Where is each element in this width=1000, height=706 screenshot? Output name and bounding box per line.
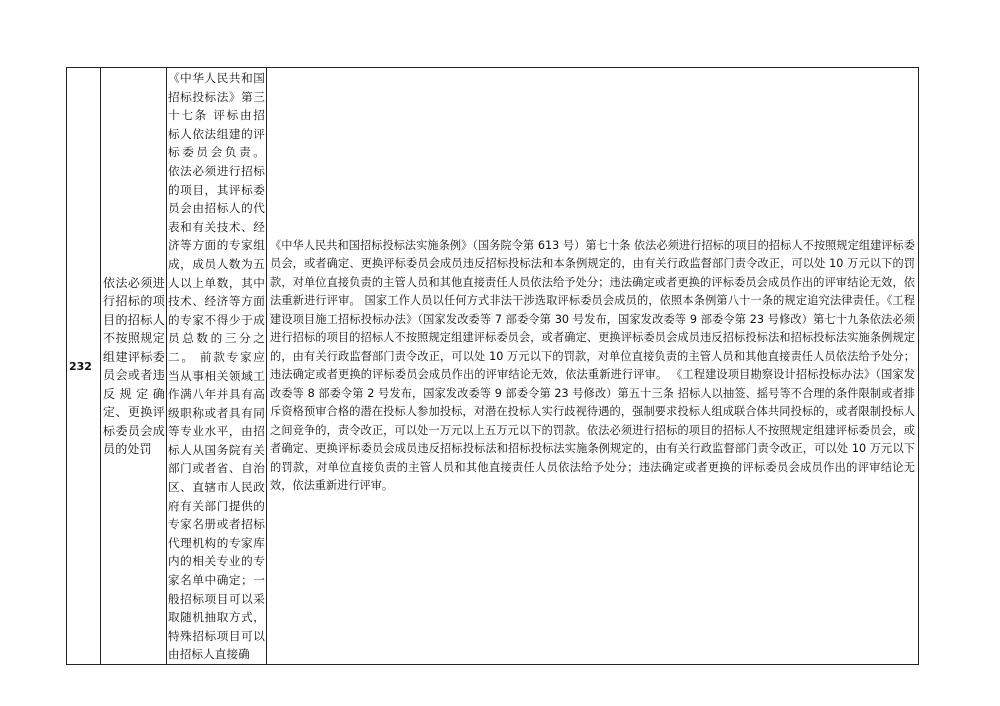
penalty-provisions-cell [267, 68, 919, 665]
penalty-table [66, 67, 919, 665]
item-name: 依法必须进行招标的项目的招标人不按照规定组建评标委员会或者违反规定确定、更换评标委员会成员的处罚 [103, 275, 165, 456]
table-row [67, 68, 919, 665]
item-name-cell [101, 68, 167, 665]
legal-basis-cell [167, 68, 267, 665]
penalty-provisions-text: 《中华人民共和国招标投标法实施条例》（国务院令第 613 号）第七十条 依法必须进行招标的项目的招标人不按照规定组建评标委员会，或者确定、更换评标委员会成员违反招标投标法和本条例规定的，由有关行政监督部门责令改正，可以处 10 万元以下的罚款，对单位直接负责的主管人员和其他直接责任人员依法给予处分；违法确定或者更换的评标委员会成员作出的评审结论无效，依法重新进行评审。 国家工作人员以任何方式非法干涉选取评标委员会成员的，依照本条例第八十一条的规定追究法律责任。《工程建设项目施工招标投标办法》（国家发改委等 7 部委令第 30 号发布，国家发改委等 9 部委令第 23 号修改）第七十九条依法必须进行招标的项目的招标人不按照规定组建评标委员会，或者确定、更换评标委员会成员违反招标投标法和招标投标法实施条例规定的，由有关行政监督部门责令改正，可以处 10 万元以下的罚款，对单位直接负责的主管人员和其他直接责任人员依法给予处分；违法确定或者更换的评标委员会成员作出的评审结论无效，依法重新进行评审。 《工程建设项目勘察设计招标投标办法》（国家发改委等 8 部委令第 2 号发布，国家发改委等 9 部委令第 23 号修改）第五十三条 招标人以抽签、摇号等不合理的条件限制或者排斥资格预审合格的潜在投标人参加投标，对潜在投标人实行歧视待遇的，强制要求投标人组成联合体共同投标的，或者限制投标人之间竞争的，责令改正，可以处一万元以上五万元以下的罚款。依法必须进行招标的项目的招标人不按照规定组建评标委员会，或者确定、更换评标委员会成员违反招标投标法和招标投标法实施条例规定的，由有关行政监督部门责令改正，可以处 10 万元以下的罚款，对单位直接负责的主管人员和其他直接责任人员依法给予处分；违法确定或者更换的评标委员会成员作出的评审结论无效，依法重新进行评审。 [270, 238, 915, 492]
row-number-cell [67, 68, 101, 665]
legal-basis-text: 《中华人民共和国招标投标法》第三十七条 评标由招标人依法组建的评标委员会负责。 依法必须进行招标的项目，其评标委员会由招标人的代表和有关技术、经济等方面的专家组成，成员人数为五人以上单数，其中技术、经济等方面的专家不得少于成员总数的三分之二。 前款专家应当从事相关领域工作满八年并具有高级职称或者具有同等专业水平，由招标人从国务院有关部门或者省、自治区、直辖市人民政府有关部门提供的专家名册或者招标代理机构的专家库内的相关专业的专家名单中确定；一般招标项目可以采取随机抽取方式，特殊招标项目可以由招标人直接确 [168, 71, 265, 662]
row-number: 232 [69, 359, 92, 373]
